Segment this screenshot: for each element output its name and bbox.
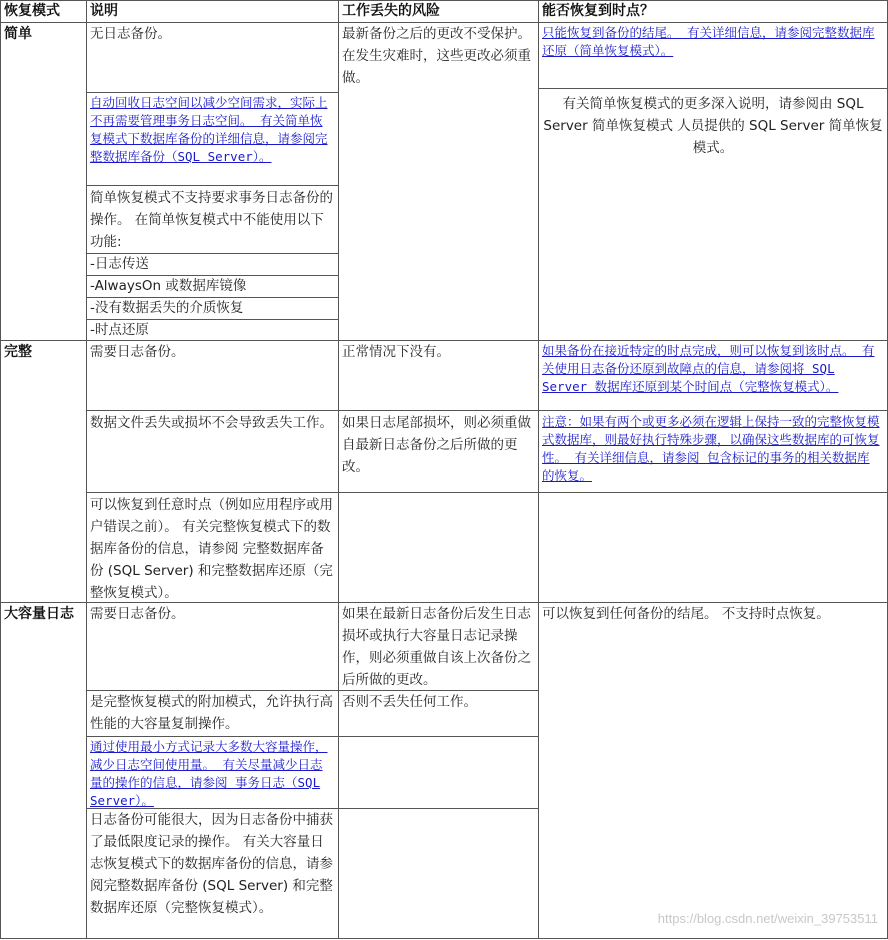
simple-feature-pit-restore: -时点还原 [90, 322, 149, 338]
bulk-mode-label: 大容量日志 [4, 606, 74, 622]
full-desc-log-backup: 需要日志备份。 [90, 344, 185, 360]
watermark: https://blog.csdn.net/weixin_39753511 [657, 911, 878, 926]
bulk-pit: 可以恢复到任何备份的结尾。 不支持时点恢复。 [542, 606, 830, 622]
simple-feature-alwayson: -AlwaysOn 或数据库镜像 [90, 278, 247, 294]
border-bottom [0, 938, 888, 939]
simple-risk: 最新备份之后的更改不受保护。 在发生灾难时，这些更改必须重做。 [342, 26, 531, 86]
bulk-risk-tail: 如果在最新日志备份后发生日志损坏或执行大容量日志记录操作，则必须重做自该上次备份之后所做的更改。 [342, 606, 531, 688]
full-risk-tail: 如果日志尾部损坏，则必须重做自最新日志备份之后所做的更改。 [342, 415, 531, 475]
simple-pit-note: 有关简单恢复模式的更多深入说明，请参阅由 SQL Server 简单恢复模式 人员提供的 SQL Server 简单恢复模式。 [543, 96, 883, 156]
full-risk-normal: 正常情况下没有。 [342, 344, 450, 360]
simple-pit-link[interactable]: 只能恢复到备份的结尾。 有关详细信息，请参阅完整数据库还原（简单恢复模式）。 [542, 25, 875, 58]
bulk-desc-minimal-log-link[interactable]: 通过使用最小方式记录大多数大容量操作，减少日志空间使用量。 有关尽量减少日志量的操作的信息，请参阅 事务日志（SQL Server）。 [90, 739, 328, 808]
simple-mode-label: 简单 [4, 26, 32, 42]
bulk-risk-otherwise: 否则不丢失任何工作。 [342, 694, 477, 710]
border-col3 [538, 0, 539, 939]
simple-feature-media-recovery: -没有数据丢失的介质恢复 [90, 300, 244, 316]
full-desc-div1 [86, 410, 338, 411]
border-top [0, 0, 888, 1]
simple-desc-div1 [86, 92, 338, 93]
border-left [0, 0, 1, 939]
full-risk-div1 [338, 410, 538, 411]
header-risk: 工作丢失的风险 [342, 3, 440, 19]
header-mode: 恢复模式 [4, 3, 60, 19]
bulk-desc-large-backup: 日志备份可能很大，因为日志备份中捕获了最低限度记录的操作。 有关大容量日志恢复模式下的数据库备份的信息，请参阅完整数据库备份 (SQL Server) 和完整数据库还原（完整恢复模式）。 [90, 812, 333, 916]
full-pit-note-link[interactable]: 注意：如果有两个或更多必须在逻辑上保持一致的完整恢复模式数据库，则最好执行特殊步骤，以确保这些数据库的可恢复性。 有关详细信息，请参阅 包含标记的事务的相关数据库的恢复。 [542, 414, 880, 483]
bulk-desc-addon: 是完整恢复模式的附加模式，允许执行高性能的大容量复制操作。 [90, 694, 333, 732]
simple-desc-div2 [86, 185, 338, 186]
bulk-risk-div3 [338, 808, 538, 809]
simple-desc-unsupported: 简单恢复模式不支持要求事务日志备份的操作。 在简单恢复模式中不能使用以下功能: [90, 190, 333, 250]
header-pit: 能否恢复到时点？ [542, 3, 654, 19]
full-desc-any-point: 可以恢复到任意时点（例如应用程序或用户错误之前）。 有关完整恢复模式下的数据库备份的信息，请参阅 完整数据库备份 (SQL Server) 和完整数据库还原（完整恢复模式）。 [90, 497, 333, 601]
full-pit-div2 [538, 492, 888, 493]
bulk-desc-log-backup: 需要日志备份。 [90, 606, 185, 622]
bulk-desc-div2 [86, 736, 338, 737]
full-desc-div2 [86, 492, 338, 493]
border-col2 [338, 0, 339, 939]
simple-desc-log-space-link[interactable]: 自动回收日志空间以减少空间需求，实际上不再需要管理事务日志空间。 有关简单恢复模式下数据库备份的详细信息，请参阅完整数据库备份（SQL Server）。 [90, 95, 328, 164]
full-desc-no-loss: 数据文件丢失或损坏不会导致丢失工作。 [90, 415, 333, 431]
simple-pit-div [538, 88, 888, 89]
full-pit-div1 [538, 410, 888, 411]
full-pit-link[interactable]: 如果备份在接近特定的时点完成，则可以恢复到该时点。 有关使用日志备份还原到故障点的信息，请参阅将 SQL Server 数据库还原到某个时间点（完整恢复模式）。 [542, 343, 875, 394]
full-mode-label: 完整 [4, 344, 32, 360]
simple-feature-log-shipping: -日志传送 [90, 256, 149, 272]
header-desc: 说明 [90, 3, 118, 19]
bulk-risk-div2 [338, 736, 538, 737]
border-col1 [86, 0, 87, 939]
simple-desc-no-log-backup: 无日志备份。 [90, 26, 171, 42]
full-risk-div2 [338, 492, 538, 493]
